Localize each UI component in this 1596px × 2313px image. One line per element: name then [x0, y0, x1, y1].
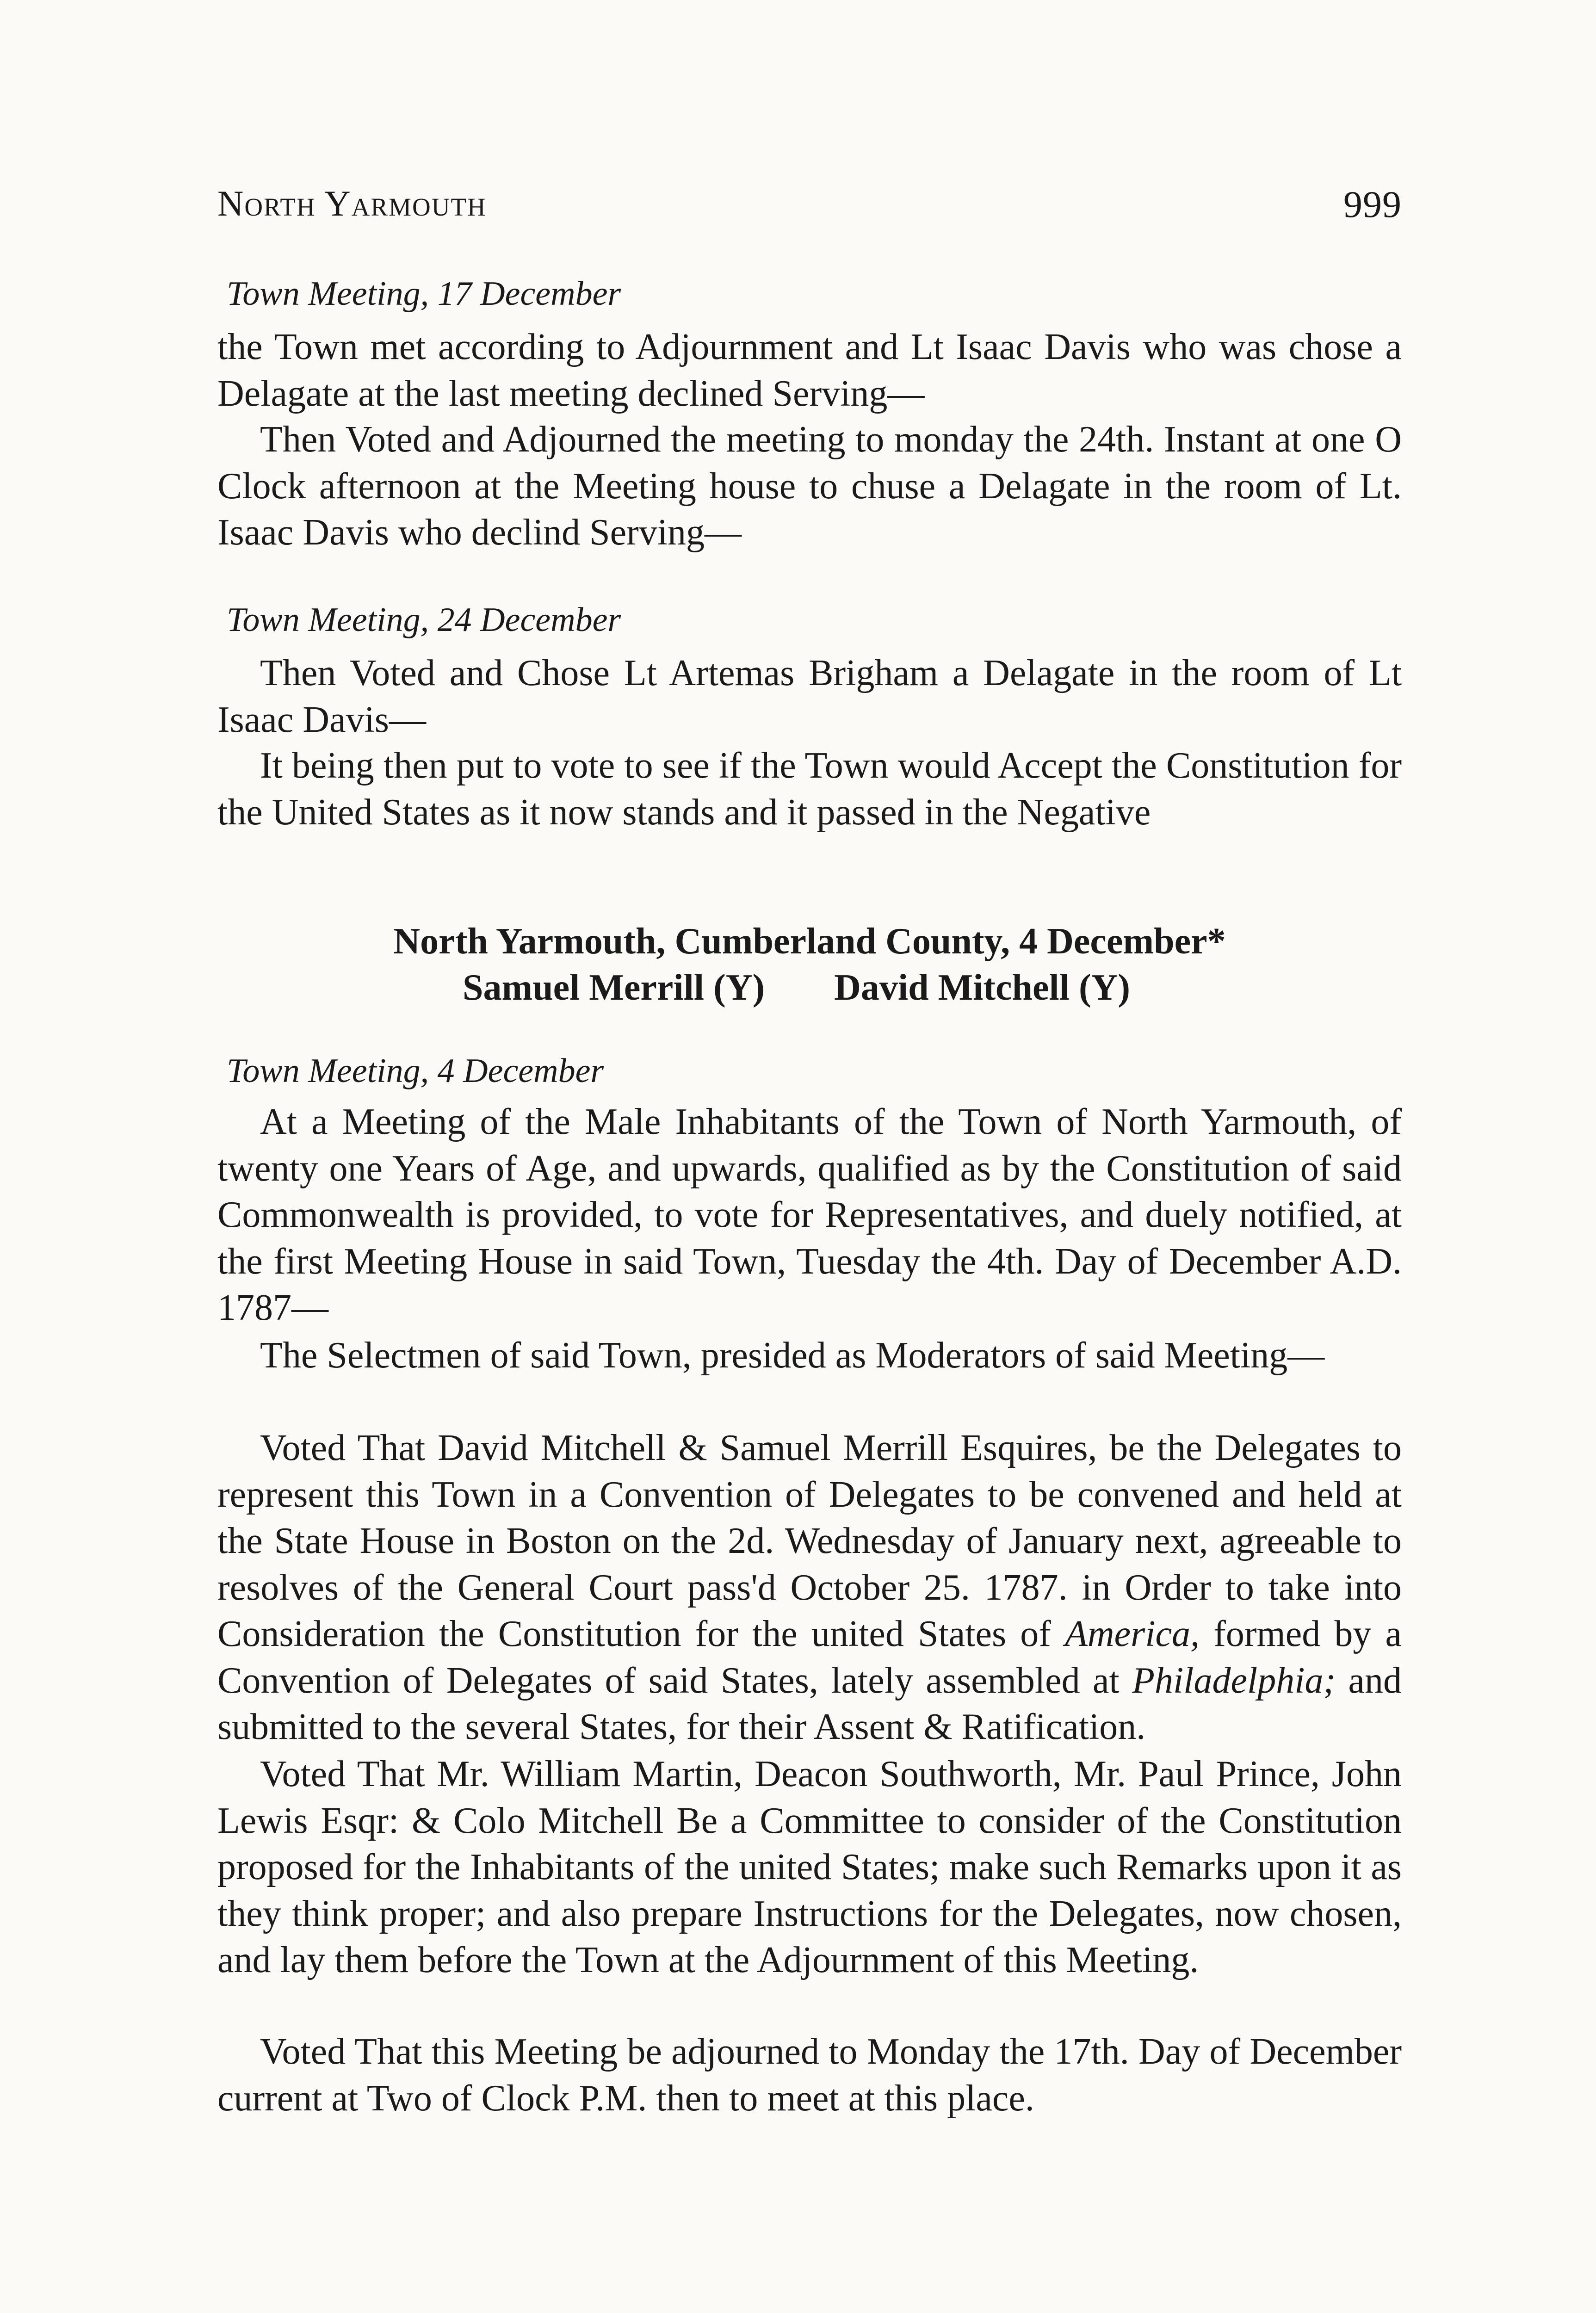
page-number: 999 — [1343, 183, 1402, 225]
running-head — [217, 183, 1402, 224]
paragraph-24-december-2: It being then put to vote to see if the Town would Accept the Constitution for the United States as it now stands and it passed in the Negative — [217, 745, 1402, 833]
paragraph-17-december-1: the Town met according to Adjournment and Lt Isaac Davis who was chose a Delagate at the last meeting declined Serving— — [217, 327, 1402, 414]
delegate-merrill: Samuel Merrill (Y) — [463, 967, 765, 1008]
running-head-title: North Yarmouth — [217, 183, 487, 223]
america-italic: America, — [1065, 1614, 1200, 1654]
paragraph-17-december-2: Then Voted and Adjourned the meeting to monday the 24th. Instant at one O Clock afternoon at the Meeting house to chuse a Delagate in the room of Lt. Isaac Davis who declind Serving— — [217, 419, 1402, 553]
paragraph-4-december-5: Voted That this Meeting be adjourned to Monday the 17th. Day of December current at Two of Clock P.M. then to meet at this place. — [217, 2031, 1402, 2119]
paragraph-24-december-1: Then Voted and Chose Lt Artemas Brigham a Delagate in the room of Lt Isaac Davis— — [217, 653, 1402, 740]
town-heading: North Yarmouth, Cumberland County, 4 December* — [393, 921, 1226, 962]
paragraph-4-december-1: At a Meeting of the Male Inhabitants of the Town of North Yarmouth, of twenty one Years of Age, and upwards, qualified as by the Constitution of said Commonwealth is provided, to vote for Representatives, and duely notified, at the first Meeting House in said Town, Tuesday the 4th. Day of December A.D. 1787— — [217, 1101, 1402, 1328]
paragraph-4-december-4: Voted That Mr. William Martin, Deacon Southworth, Mr. Paul Prince, John Lewis Esqr: & Colo Mitchell Be a Committee to consider of the Constitution proposed for the Inhabitants of the united States; make such Remarks upon it as they think proper; and also prepare Instructions for the Delegates, now chosen, and lay them before the Town at the Adjournment of this Meeting. — [217, 1754, 1402, 1980]
philadelphia-italic: Philadelphia; — [1132, 1660, 1336, 1701]
delegates-line — [463, 965, 1203, 1011]
paragraph-4-december-3: Voted That David Mitchell & Samuel Merrill Esquires, be the Delegates to represent this Town in a Convention of Delegates to be convened and held at the State House in Boston on the 2d. Wednesday of January next, agreeable to resolves of the General Court pass'd October 25. 1787. in Order to take into Consideration the Constitution for the united States of America, formed by a Convention of Delegates of said States, lately assembled at Philadelphia; and submitted to the several States, for their Assent & Ratification. — [217, 1428, 1402, 1747]
paragraph-4-december-2: The Selectmen of said Town, presided as Moderators of said Meeting— — [260, 1335, 1325, 1376]
delegate-mitchell: David Mitchell (Y) — [834, 967, 1131, 1008]
section-heading-24-december: Town Meeting, 24 December — [227, 601, 621, 639]
section-heading-4-december: Town Meeting, 4 December — [227, 1052, 604, 1090]
section-heading-17-december: Town Meeting, 17 December — [227, 275, 621, 313]
